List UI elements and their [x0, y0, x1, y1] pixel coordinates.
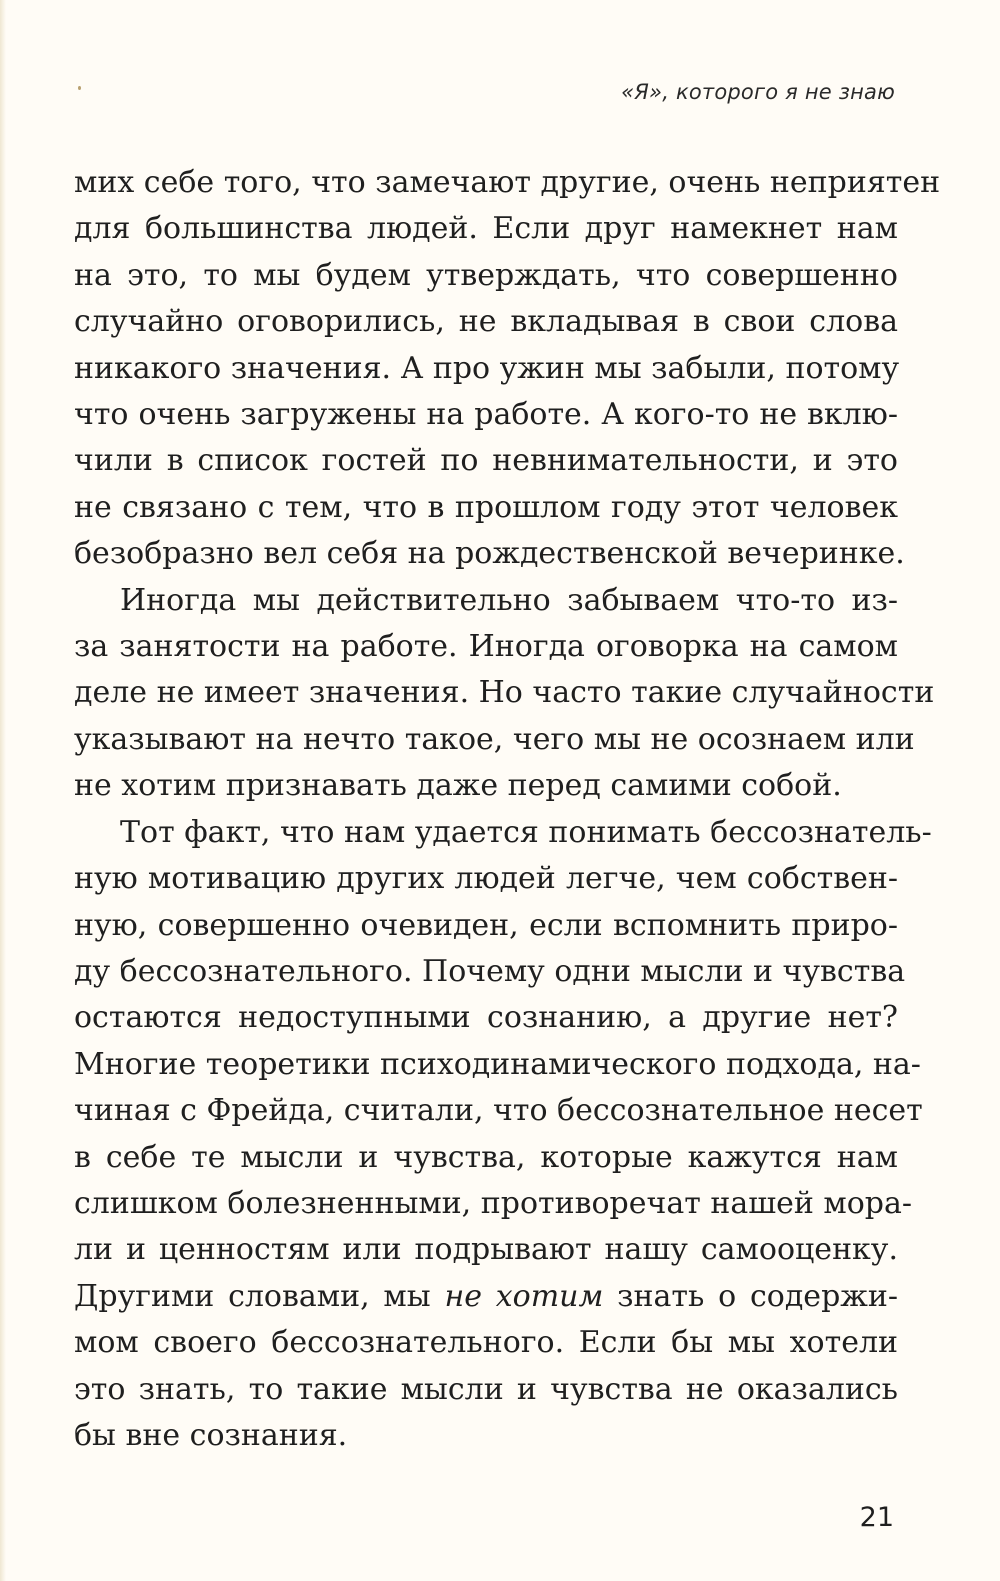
- body-text: [74, 160, 941, 1459]
- text-line: это знать, то такие мысли и чувства не оказались: [74, 1371, 898, 1407]
- text-line: Тот факт, что нам удается понимать бессознатель-: [120, 814, 932, 850]
- text-line: за занятости на работе. Иногда оговорка на самом: [74, 629, 898, 665]
- text-line: остаются недоступными сознанию, а другие нет?: [74, 1000, 898, 1036]
- text-line: случайно оговорились, не вкладывая в свои слова: [74, 304, 898, 340]
- text-line: на это, то мы будем утверждать, что совершенно: [74, 257, 898, 293]
- text-line: ную мотивацию других людей легче, чем собствен-: [74, 861, 898, 897]
- italic-emphasis: не хотим: [444, 1278, 604, 1314]
- text-line: ду бессознательного. Почему одни мысли и чувства: [74, 953, 906, 989]
- line-segment: знать о содержи-: [603, 1278, 898, 1314]
- text-line: ную, совершенно очевиден, если вспомнить приро-: [74, 907, 898, 943]
- text-line: мом своего бессознательного. Если бы мы хотели: [74, 1325, 898, 1361]
- page-edge-shadow: [0, 0, 6, 1581]
- text-line: не связано с тем, что в прошлом году этот человек: [74, 489, 898, 525]
- line-segment: Другими словами, мы: [74, 1278, 445, 1314]
- text-line: ли и ценностям или подрывают нашу самооценку.: [74, 1232, 898, 1268]
- paper-speck: [78, 86, 81, 90]
- text-line: безобразно вел себя на рождественской вечеринке.: [74, 536, 905, 572]
- page-number: 21: [859, 1502, 894, 1533]
- text-line: деле не имеет значения. Но часто такие случайности: [74, 675, 935, 711]
- text-line: бы вне сознания.: [74, 1417, 348, 1453]
- text-line: что очень загружены на работе. А кого-то не вклю-: [74, 397, 898, 433]
- text-line: указывают на нечто такое, чего мы не осознаем или: [74, 721, 915, 757]
- text-line: чили в список гостей по невнимательности, и это: [74, 443, 898, 479]
- text-line: мих себе того, что замечают другие, очень неприятен: [74, 165, 941, 200]
- text-line: Иногда мы действительно забываем что-то из-: [120, 582, 898, 618]
- text-line: в себе те мысли и чувства, которые кажутся нам: [74, 1139, 898, 1175]
- running-head: «Я», которого я не знаю: [621, 80, 895, 104]
- text-line: слишком болезненными, противоречат нашей мора-: [74, 1185, 913, 1221]
- text-line: чиная с Фрейда, считали, что бессознательное несет: [74, 1093, 923, 1129]
- text-line: для большинства людей. Если друг намекнет нам: [74, 211, 898, 247]
- text-line-with-emphasis: [74, 1274, 898, 1320]
- text-line: Многие теоретики психодинамического подхода, на-: [74, 1046, 921, 1082]
- text-line: не хотим признавать даже перед самими собой.: [74, 768, 842, 804]
- text-line: никакого значения. А про ужин мы забыли, потому: [74, 350, 900, 386]
